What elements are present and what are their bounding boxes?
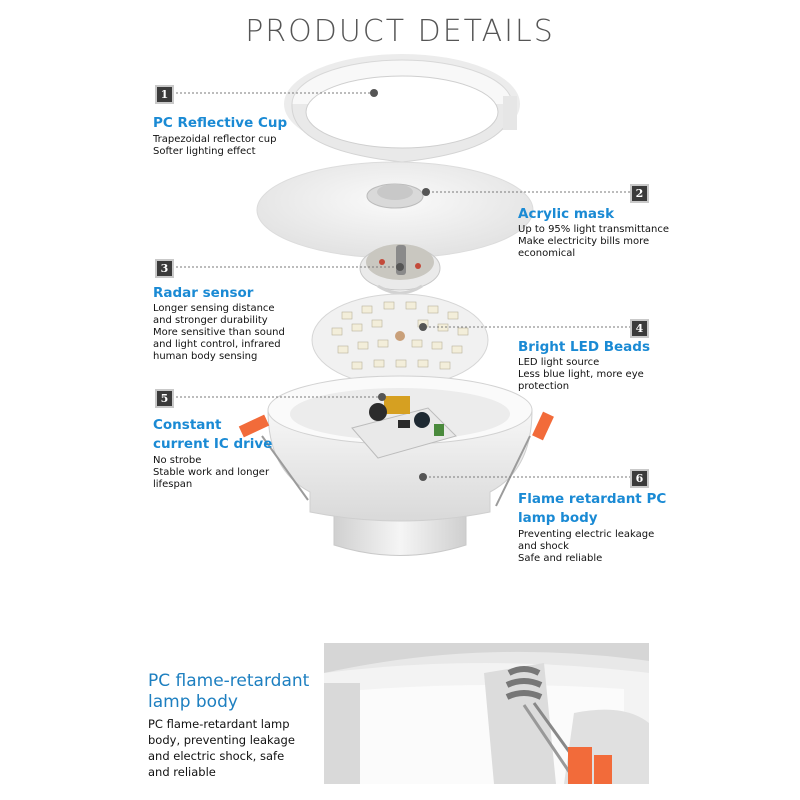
bottom-description: PC flame-retardant lamp body, preventing leakage and electric shock, safe and reliable — [148, 717, 295, 779]
callout-desc-lamp-body: Preventing electric leakage and shock Safe and reliable — [518, 529, 655, 564]
callout-heading-radar-sensor: Radar sensor — [153, 285, 254, 301]
callout-heading-acrylic-mask: Acrylic mask — [518, 206, 615, 222]
callout-number-5: 5 — [155, 389, 174, 408]
callout-heading-reflective-cup: PC Reflective Cup — [153, 115, 288, 131]
acrylic-mask-disc — [257, 162, 533, 258]
callout-desc-radar-sensor: Longer sensing distance and stronger durability More sensitive than sound and light control, infrared human body sensing — [153, 303, 285, 362]
callout-number-1: 1 — [155, 85, 174, 104]
reflective-cup-ring — [284, 54, 520, 162]
callout-number-3: 3 — [155, 259, 174, 278]
lamp-body-closeup-photo — [324, 643, 649, 784]
page-title: PRODUCT DETAILS — [245, 14, 555, 49]
bottom-heading: PC flame-retardant lamp body — [148, 671, 310, 712]
callout-number-4: 4 — [630, 319, 649, 338]
callout-desc-ic-drive: No strobe Stable work and longer lifespan — [153, 455, 270, 490]
callout-heading-lamp-body: Flame retardant PC lamp body — [518, 491, 667, 526]
callout-desc-acrylic-mask: Up to 95% light transmittance Make electricity bills more economical — [518, 224, 669, 259]
callout-desc-reflective-cup: Trapezoidal reflector cup Softer lighting effect — [153, 134, 277, 157]
callout-desc-led-beads: LED light source Less blue light, more eye protection — [518, 357, 644, 392]
callout-heading-led-beads: Bright LED Beads — [518, 339, 650, 355]
callout-number-6: 6 — [630, 469, 649, 488]
led-board — [312, 294, 488, 386]
callout-number-2: 2 — [630, 184, 649, 203]
callout-heading-ic-drive: Constant current IC drive — [153, 417, 273, 452]
